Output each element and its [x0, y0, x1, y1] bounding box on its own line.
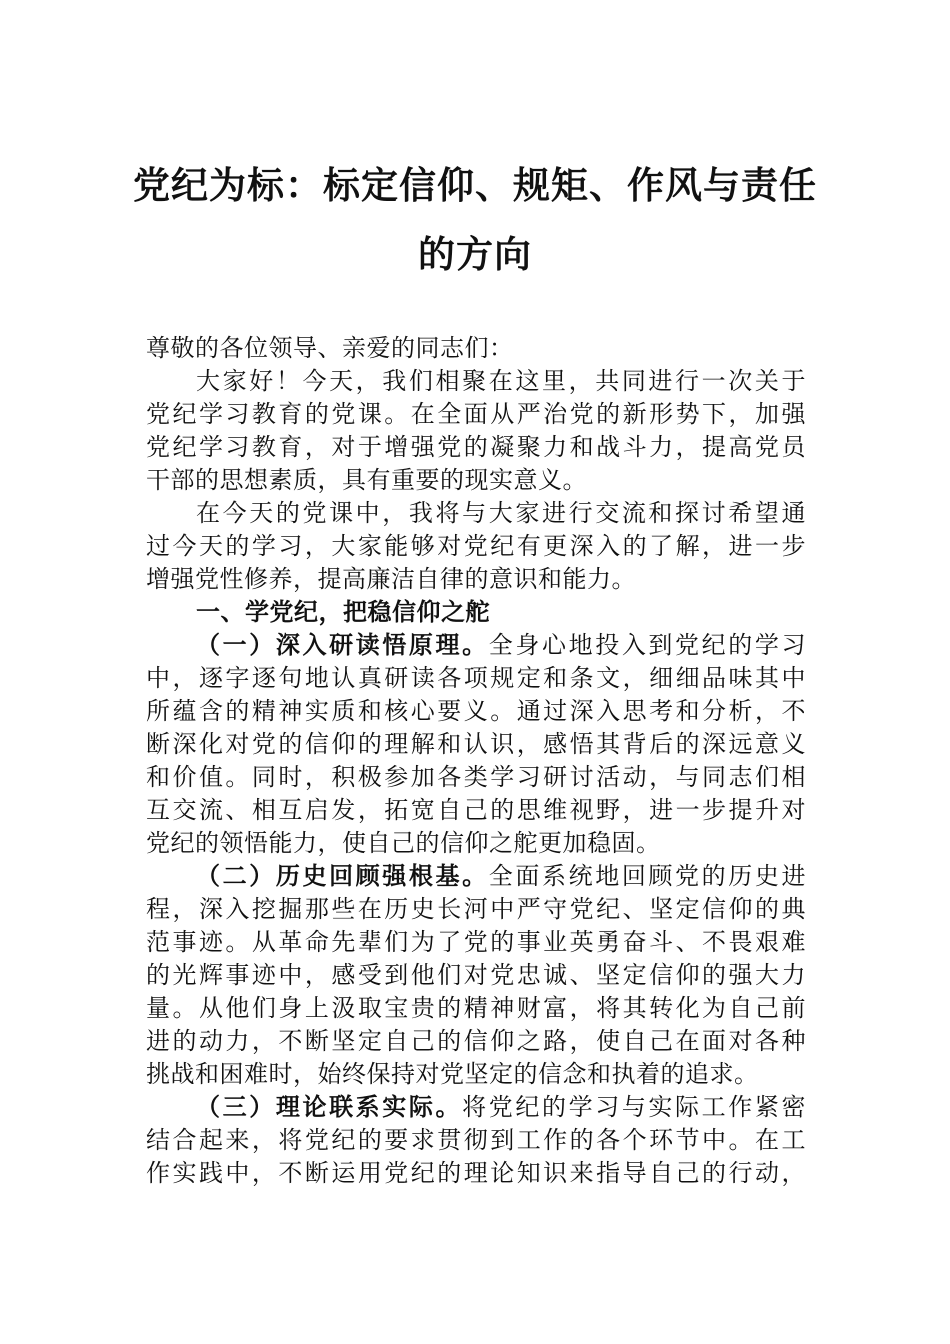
document-body [146, 332, 806, 1190]
item-3-lead: （三）理论联系实际。 [196, 1093, 463, 1121]
item-1-line: 互交流、相互启发，拓宽自己的思维视野，进一步提升对 [146, 796, 806, 824]
document-title-line-1: 党纪为标：标定信仰、规矩、作风与责任 [133, 164, 817, 207]
item-2-line: 量。从他们身上汲取宝贵的精神财富，将其转化为自己前 [146, 994, 806, 1022]
item-1-line: 中，逐字逐句地认真研读各项规定和条文，细细品味其中 [146, 664, 806, 692]
item-1-line: 断深化对党的信仰的理解和认识，感悟其背后的深远意义 [146, 730, 806, 758]
item-1-line: 所蕴含的精神实质和核心要义。通过深入思考和分析，不 [146, 697, 806, 725]
paragraph-1-line: 党纪学习教育的党课。在全面从严治党的新形势下，加强 [146, 400, 806, 428]
item-2-line: 进的动力，不断坚定自己的信仰之路，使自己在面对各种 [146, 1027, 806, 1055]
paragraph-1-line: 党纪学习教育，对于增强党的凝聚力和战斗力，提高党员 [146, 433, 806, 461]
item-1-first-line [146, 629, 806, 662]
paragraph-2-line: 增强党性修养，提高廉洁自律的意识和能力。 [146, 565, 636, 593]
salutation: 尊敬的各位领导、亲爱的同志们： [146, 334, 514, 362]
item-1-line: 党纪的领悟能力，使自己的信仰之舵更加稳固。 [146, 829, 661, 857]
item-2-line: 的光辉事迹中，感受到他们对党忠诚、坚定信仰的强大力 [146, 961, 806, 989]
item-2-line: 挑战和困难时，始终保持对党坚定的信念和执着的追求。 [146, 1060, 759, 1088]
item-1-lead: （一）深入研读悟原理。 [196, 631, 489, 659]
section-1-heading: 一、学党纪，把稳信仰之舵 [196, 598, 490, 626]
item-3-first-line [146, 1091, 806, 1124]
paragraph-2-line: 过今天的学习，大家能够对党纪有更深入的了解，进一步 [146, 532, 806, 560]
item-2-first-line [146, 860, 806, 893]
item-3-line: 作实践中，不断运用党纪的理论知识来指导自己的行动， [146, 1159, 806, 1187]
paragraph-1-line: 干部的思想素质，具有重要的现实意义。 [146, 466, 587, 494]
paragraph-2-line: 在今天的党课中，我将与大家进行交流和探讨希望通 [196, 499, 806, 527]
item-1-first-text: 全身心地投入到党纪的学习 [488, 631, 806, 659]
item-3-first-text: 将党纪的学习与实际工作紧密 [462, 1093, 807, 1121]
item-2-lead: （二）历史回顾强根基。 [196, 862, 489, 890]
item-3-line: 结合起来，将党纪的要求贯彻到工作的各个环节中。在工 [146, 1126, 806, 1154]
item-2-line: 程，深入挖掘那些在历史长河中严守党纪、坚定信仰的典 [146, 895, 806, 923]
item-2-line: 范事迹。从革命先辈们为了党的事业英勇奋斗、不畏艰难 [146, 928, 806, 956]
item-1-line: 和价值。同时，积极参加各类学习研讨活动，与同志们相 [146, 763, 806, 791]
item-2-first-text: 全面系统地回顾党的历史进 [488, 862, 806, 890]
document-title-line-2: 的方向 [418, 233, 532, 276]
paragraph-1-line: 大家好！今天，我们相聚在这里，共同进行一次关于 [196, 367, 806, 395]
